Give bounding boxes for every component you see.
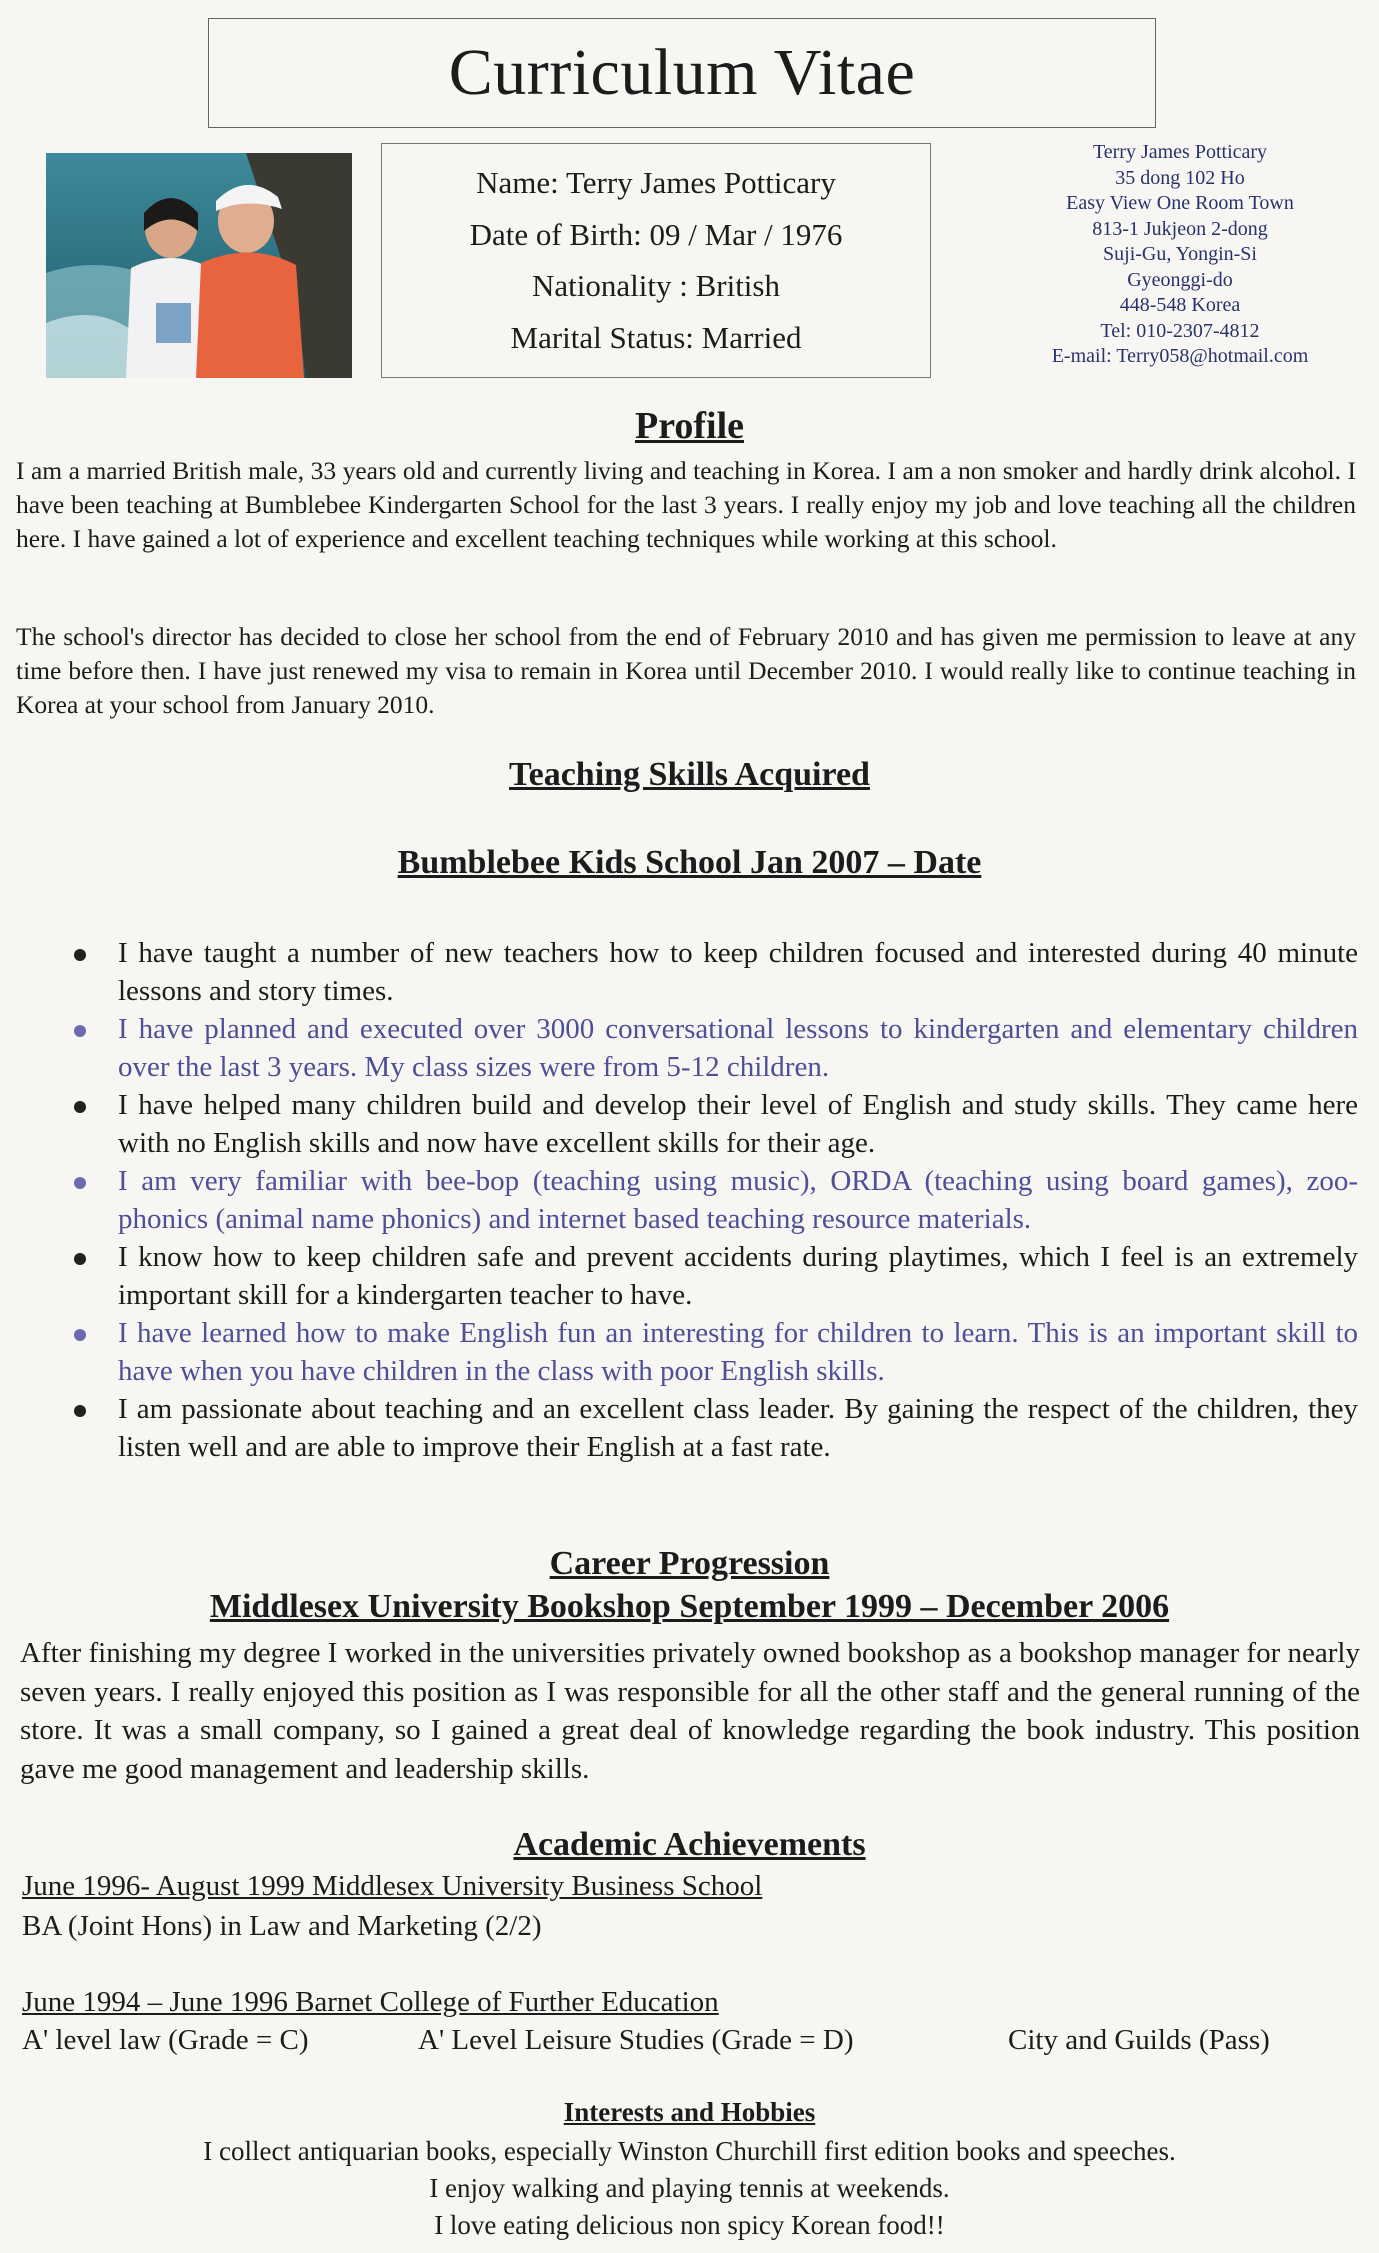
email-line: E-mail: Terry058@hotmail.com <box>1051 345 1309 367</box>
bullet-icon <box>74 1025 86 1037</box>
address-line: Easy View One Room Town <box>1066 192 1294 214</box>
name-line: Name: Terry James Potticary <box>476 165 836 201</box>
bullet-text: I have planned and executed over 3000 conversational lessons to kindergarten and elementary children over the last 3 years. My class sizes were from 5-12 children. <box>118 1013 1358 1083</box>
document-title: Curriculum Vitae <box>448 36 916 109</box>
bullet-icon <box>74 1177 86 1189</box>
profile-paragraph-2: The school's director has decided to close her school from the end of February 2010 and has given me permission to leave at any time before then. I have just renewed my visa to remain in Korea until December 2010. I would really like to continue teaching in Korea at your school from January 2010. <box>16 622 1356 719</box>
bullet-icon <box>74 1253 86 1265</box>
list-item <box>66 934 1358 1010</box>
bullet-text: I know how to keep children safe and prevent accidents during playtimes, which I feel is an extremely important skill for a kindergarten teacher to have. <box>118 1241 1358 1311</box>
hobby-line: I love eating delicious non spicy Korean food!! <box>434 2210 945 2240</box>
bullet-icon <box>74 1329 86 1341</box>
phone-line: Tel: 010-2307-4812 <box>1100 319 1260 342</box>
address-line: Suji-Gu, Yongin-Si <box>1103 243 1257 265</box>
list-item <box>66 1162 1358 1238</box>
career-subheading: Middlesex University Bookshop September 1999 – December 2006 <box>209 1588 1170 1625</box>
profile-paragraph-1: I am a married British male, 33 years old and currently living and teaching in Korea. I am a non smoker and hardly drink alcohol. I have been teaching at Bumblebee Kindergarten School for the last 3 years. I really enjoy my job and love teaching all the children here. I have gained a lot of experience and excellent teaching techniques while working at this school. <box>16 456 1356 553</box>
title-box <box>208 18 1156 128</box>
profile-heading: Profile <box>634 405 745 447</box>
degree-line: BA (Joint Hons) in Law and Marketing (2/2) <box>22 1910 542 1942</box>
college-line: June 1994 – June 1996 Barnet College of Further Education <box>22 1986 719 2018</box>
list-item <box>66 1086 1358 1162</box>
teaching-skills-heading: Teaching Skills Acquired <box>509 756 870 793</box>
career-heading: Career Progression <box>549 1545 830 1582</box>
bullet-text: I am passionate about teaching and an excellent class leader. By gaining the respect of the children, they listen well and are able to improve their English at a fast rate. <box>118 1393 1358 1463</box>
bullet-text: I am very familiar with bee-bop (teaching using music), ORDA (teaching using board games), zoo-phonics (animal name phonics) and internet based teaching resource materials. <box>118 1165 1358 1235</box>
contact-address <box>1030 140 1330 370</box>
college-item-3: City and Guilds (Pass) <box>1008 2024 1270 2056</box>
address-line: 35 dong 102 Ho <box>1115 166 1245 189</box>
career-paragraph: After finishing my degree I worked in the universities privately owned bookshop as a bookshop manager for nearly seven years. I really enjoyed this position as I was responsible for all the other staff and the general running of the store. It was a small company, so I gained a great deal of knowledge regarding the book industry. This position gave me good management and leadership skills. <box>20 1637 1360 1785</box>
personal-info-box <box>381 143 931 378</box>
bullet-text: I have learned how to make English fun an interesting for children to learn. This is an important skill to have when you have children in the class with poor English skills. <box>118 1317 1358 1387</box>
address-line: 448-548 Korea <box>1119 294 1241 316</box>
nationality-line: Nationality : British <box>532 268 780 304</box>
marital-status-line: Marital Status: Married <box>510 319 802 355</box>
college-item-1: A' level law (Grade = C) <box>22 2024 309 2056</box>
list-item <box>66 1010 1358 1086</box>
hobbies-text <box>0 2133 1379 2244</box>
hobbies-heading: Interests and Hobbies <box>563 2097 816 2127</box>
bullet-text: I have helped many children build and develop their level of English and study skills. They came here with no English skills and now have excellent skills for their age. <box>118 1089 1358 1159</box>
teaching-subheading: Bumblebee Kids School Jan 2007 – Date <box>397 844 982 881</box>
bullet-icon <box>74 1101 86 1113</box>
hobby-line: I collect antiquarian books, especially Winston Churchill first edition books and speeches. <box>203 2136 1176 2166</box>
list-item <box>66 1314 1358 1390</box>
bullet-icon <box>74 1405 86 1417</box>
hobby-line: I enjoy walking and playing tennis at weekends. <box>429 2173 950 2203</box>
academic-heading: Academic Achievements <box>513 1826 866 1863</box>
address-line: Terry James Potticary <box>1092 141 1268 163</box>
college-item-2: A' Level Leisure Studies (Grade = D) <box>418 2024 854 2056</box>
photo-illustration <box>46 153 352 378</box>
bullet-icon <box>74 949 86 961</box>
teaching-skills-list <box>66 934 1358 1466</box>
university-line: June 1996- August 1999 Middlesex University Business School <box>22 1870 763 1902</box>
list-item <box>66 1238 1358 1314</box>
profile-photo <box>46 153 352 378</box>
dob-line: Date of Birth: 09 / Mar / 1976 <box>469 216 843 252</box>
list-item <box>66 1390 1358 1466</box>
address-line: Gyeonggi-do <box>1127 268 1233 291</box>
bullet-text: I have taught a number of new teachers how to keep children focused and interested during 40 minute lessons and story times. <box>118 937 1358 1007</box>
address-line: 813-1 Jukjeon 2-dong <box>1092 217 1268 240</box>
